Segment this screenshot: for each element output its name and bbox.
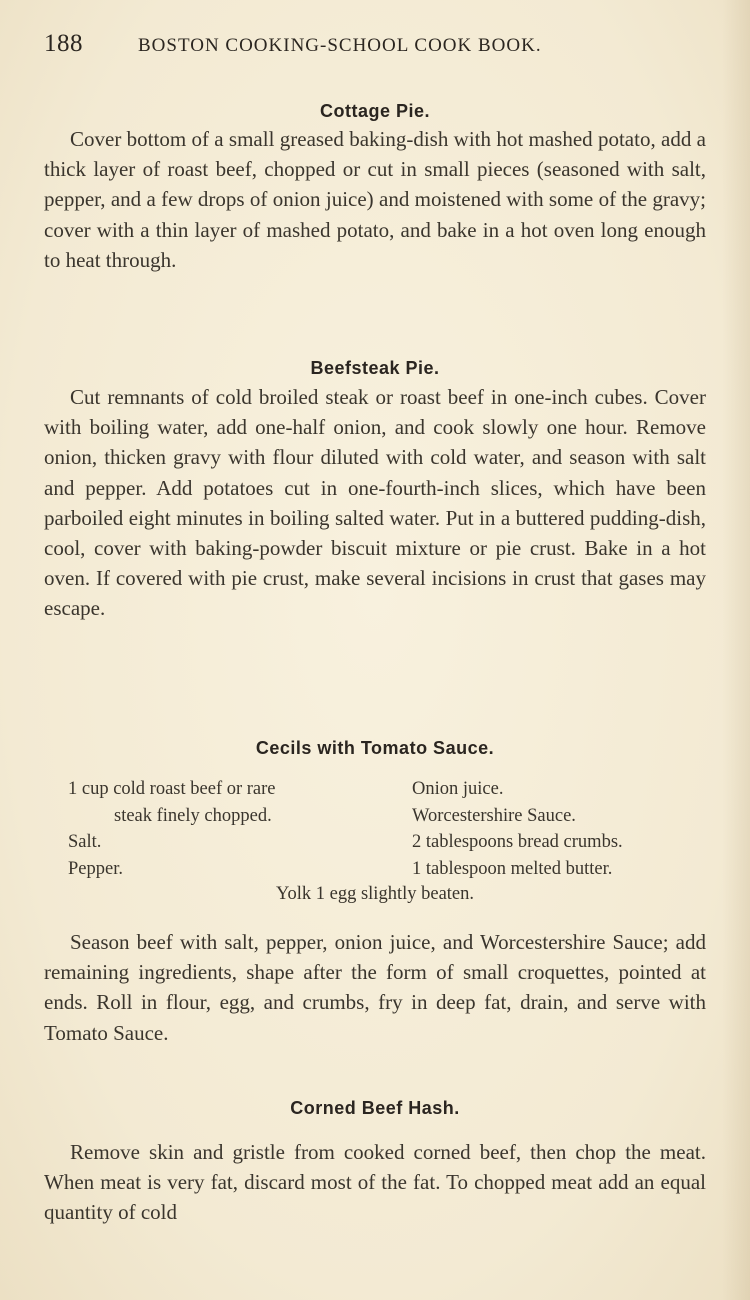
recipe-title-beefsteak-pie: Beefsteak Pie.	[310, 358, 440, 378]
recipe-title-cecils: Cecils with Tomato Sauce.	[255, 738, 495, 758]
ingredient-item: Salt.	[68, 832, 102, 852]
book-title: BOSTON COOKING-SCHOOL COOK BOOK.	[138, 35, 542, 56]
ingredient-item: 1 cup cold roast beef or rare	[68, 779, 276, 799]
page-edge-shadow	[722, 0, 750, 1300]
ingredient-item: Worcestershire Sauce.	[412, 805, 576, 826]
recipe-title-cottage-pie: Cottage Pie.	[319, 101, 431, 121]
ingredient-item: steak finely chopped.	[114, 805, 272, 826]
ingredient-item: 2 tablespoons bread crumbs.	[412, 832, 623, 852]
recipe-title-corned-beef-hash: Corned Beef Hash.	[290, 1098, 460, 1118]
ingredient-list-left	[68, 776, 398, 882]
recipe-paragraph-beefsteak-pie: Cut remnants of cold broiled steak or roast beef in one-inch cubes. Cover with boiling water, add one-half onion, and cook slowly one hour. Remove onion, thicken gravy with flour diluted with cold water, and season with salt and pepper. Add potatoes cut in one-fourth-inch slices, which have been parboiled eight minutes in boiling salted water. Put in a buttered pudding-dish, cool, cover with baking-powder biscuit mixture or pie crust. Bake in a hot oven. If covered with pie crust, make several incisions in crust that gases may escape.	[44, 385, 706, 621]
ingredient-item: 1 tablespoon melted butter.	[412, 858, 613, 879]
ingredient-list-right	[412, 776, 712, 882]
recipe-paragraph-cecils: Season beef with salt, pepper, onion juice, and Worcestershire Sauce; add remaining ingredients, shape after the form of small croquettes, pointed at ends. Roll in flour, egg, and crumbs, fry in deep fat, drain, and serve with Tomato Sauce.	[44, 930, 706, 1045]
recipe-paragraph-cottage-pie: Cover bottom of a small greased baking-dish with hot mashed potato, add a thick layer of roast beef, chopped or cut in small pieces (seasoned with salt, pepper, and a few drops of onion juice) and moistened with some of the gravy; cover with a thin layer of mashed potato, and bake in a hot oven long enough to heat through.	[44, 127, 706, 272]
ingredient-centered-item: Yolk 1 egg slightly beaten.	[275, 884, 475, 904]
page-number: 188	[44, 30, 83, 57]
ingredient-item: Pepper.	[68, 858, 123, 879]
ingredient-item: Onion juice.	[412, 779, 504, 799]
running-head	[44, 30, 724, 64]
recipe-paragraph-corned-beef-hash: Remove skin and gristle from cooked corned beef, then chop the meat. When meat is very fat, discard most of the fat. To chopped meat add an equal quantity of cold	[44, 1140, 706, 1225]
